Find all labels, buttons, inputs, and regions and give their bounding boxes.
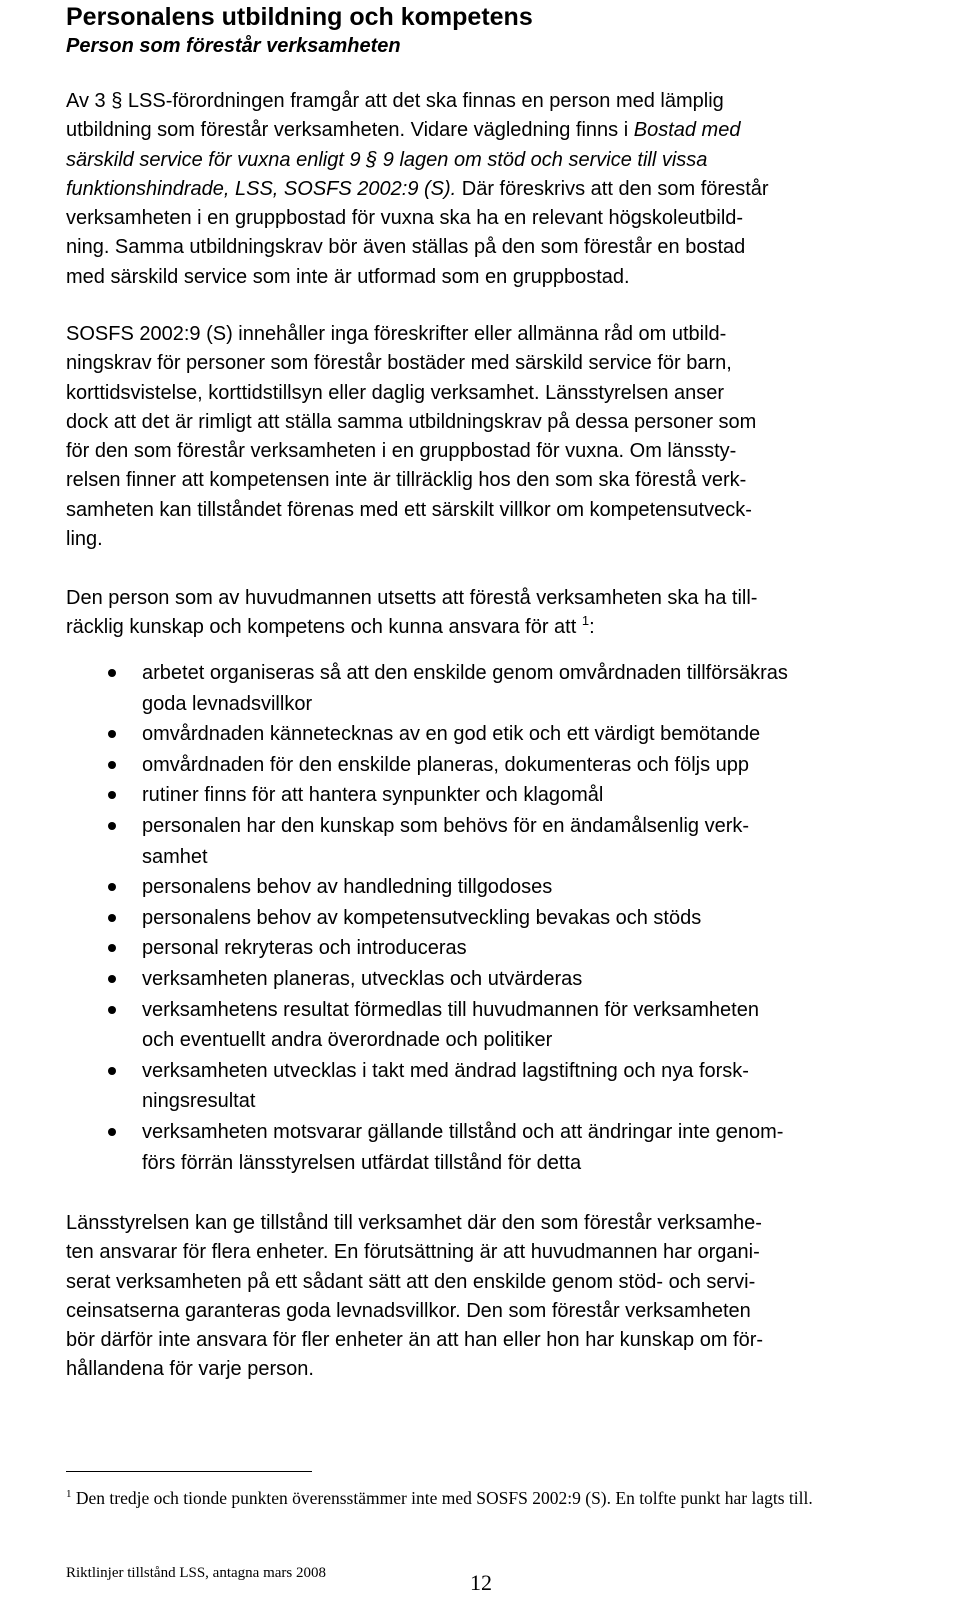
paragraph-line: ningskrav för personer som förestår bostäder med särskild service för barn, [66,352,732,375]
footer-document-title: Riktlinjer tillstånd LSS, antagna mars 2008 [66,1565,326,1581]
paragraph-line: för den som förestår verksamheten i en gruppbostad för vuxna. Om länssty- [66,440,737,463]
bullet-icon [108,1128,116,1136]
paragraph-line: serat verksamheten på ett sådant sätt att den enskilde genom stöd- och servi- [66,1270,756,1293]
paragraph-line: ning. Samma utbildningskrav bör även ställas på den som förestår en bostad [66,236,746,259]
paragraph-line: dock att det är rimligt att ställa samma utbildningskrav på dessa personer som [66,410,757,433]
list-item: omvårdnaden för den enskilde planeras, dokumenteras och följs upp [66,750,788,781]
paragraph-sosfs [66,320,756,554]
bullet-icon [108,1006,116,1014]
paragraph-line: bör därför inte ansvara för fler enheter än att han eller hon har kunskap om för- [66,1329,764,1352]
section-heading: Personalens utbildning och kompetens [66,3,533,31]
paragraph-line: korttidsvistelse, korttidstillsyn eller daglig verksamhet. Länsstyrelsen anser [66,381,725,404]
footnote-divider [66,1471,312,1472]
list-item: rutiner finns för att hantera synpunkter och klagomål [66,780,788,811]
bullet-icon [108,975,116,983]
footnote-reference[interactable]: 1 [581,613,590,629]
paragraph-multiple-units [66,1209,763,1385]
footnote-text: Den tredje och tionde punkten överensstämmer inte med SOSFS 2002:9 (S). En tolfte punkt har lagts till. [71,1488,813,1508]
paragraph-line: hållandena för varje person. [66,1358,314,1381]
paragraph-line: ten ansvarar för flera enheter. En förutsättning är att huvudmannen har organi- [66,1241,760,1264]
paragraph-requirements-intro [66,584,757,643]
paragraph-line: SOSFS 2002:9 (S) innehåller inga föreskrifter eller allmänna råd om utbild- [66,323,727,345]
bullet-icon [108,1067,116,1075]
paragraph-line: funktionshindrade, LSS, SOSFS 2002:9 (S). Där föreskrivs att den som förestår [66,177,769,200]
paragraph-line: med särskild service som inte är utformad som en gruppbostad. [66,265,630,288]
publication-title: Bostad med [633,119,741,142]
paragraph-line: samheten kan tillståndet förenas med ett särskilt villkor om kompetensutveck- [66,498,752,521]
list-item: omvårdnaden kännetecknas av en god etik och ett värdigt bemötande [66,719,788,750]
list-item: verksamheten motsvarar gällande tillstånd och att ändringar inte genom- förs förrän länsstyrelsen utfärdat tillstånd för detta [66,1117,788,1178]
list-item: verksamheten planeras, utvecklas och utvärderas [66,964,788,995]
bullet-icon [108,761,116,769]
subsection-heading: Person som förestår verksamheten [66,35,401,57]
bullet-icon [108,822,116,830]
list-item: personal rekryteras och introduceras [66,933,788,964]
paragraph-intro [66,87,769,292]
bullet-icon [108,791,116,799]
paragraph-line: relsen finner att kompetensen inte är tillräcklig hos den som ska förestå verk- [66,469,747,492]
bullet-icon [108,944,116,952]
page-number: 12 [470,1570,492,1595]
paragraph-line: räcklig kunskap och kompetens och kunna ansvara för att $^1$: [66,613,595,639]
list-item: personalens behov av handledning tillgodoses [66,872,788,903]
paragraph-line: ceinsatserna garanteras goda levnadsvillkor. Den som förestår verksamheten [66,1299,751,1322]
paragraph-line: Av 3 § LSS-förordningen framgår att det ska finnas en person med lämplig [66,90,724,112]
bullet-icon [108,914,116,922]
list-item: verksamhetens resultat förmedlas till huvudmannen för verksamheten och eventuellt andra överordnade och politiker [66,995,788,1056]
bullet-icon [108,883,116,891]
list-item: personalen har den kunskap som behövs för en ändamålsenlig verk- samhet [66,811,788,872]
publication-title: funktionshindrade, LSS, SOSFS 2002:9 (S). [66,177,457,200]
list-item: arbetet organiseras så att den enskilde genom omvårdnaden tillförsäkras goda levnadsvillkor [66,658,788,719]
paragraph-line [66,146,769,175]
requirements-list [66,658,788,1178]
publication-title: särskild service för vuxna enligt 9 § 9 lagen om stöd och service till vissa [66,148,708,171]
footnote [66,1486,813,1510]
paragraph-line: ling. [66,528,103,551]
paragraph-line: Länsstyrelsen kan ge tillstånd till verksamhet där den som förestår verksamhe- [66,1212,762,1234]
paragraph-line: utbildning som förestår verksamheten. Vidare vägledning finns i Bostad med [66,119,741,142]
bullet-icon [108,669,116,677]
list-item: personalens behov av kompetensutveckling bevakas och stöds [66,903,788,934]
bullet-icon [108,730,116,738]
list-item: verksamheten utvecklas i takt med ändrad lagstiftning och nya forsk- ningsresultat [66,1056,788,1117]
paragraph-line: verksamheten i en gruppbostad för vuxna ska ha en relevant högskoleutbild- [66,207,744,230]
footnote-number: 1 [66,1488,72,1500]
paragraph-line: Den person som av huvudmannen utsetts att förestå verksamheten ska ha till- [66,587,758,609]
